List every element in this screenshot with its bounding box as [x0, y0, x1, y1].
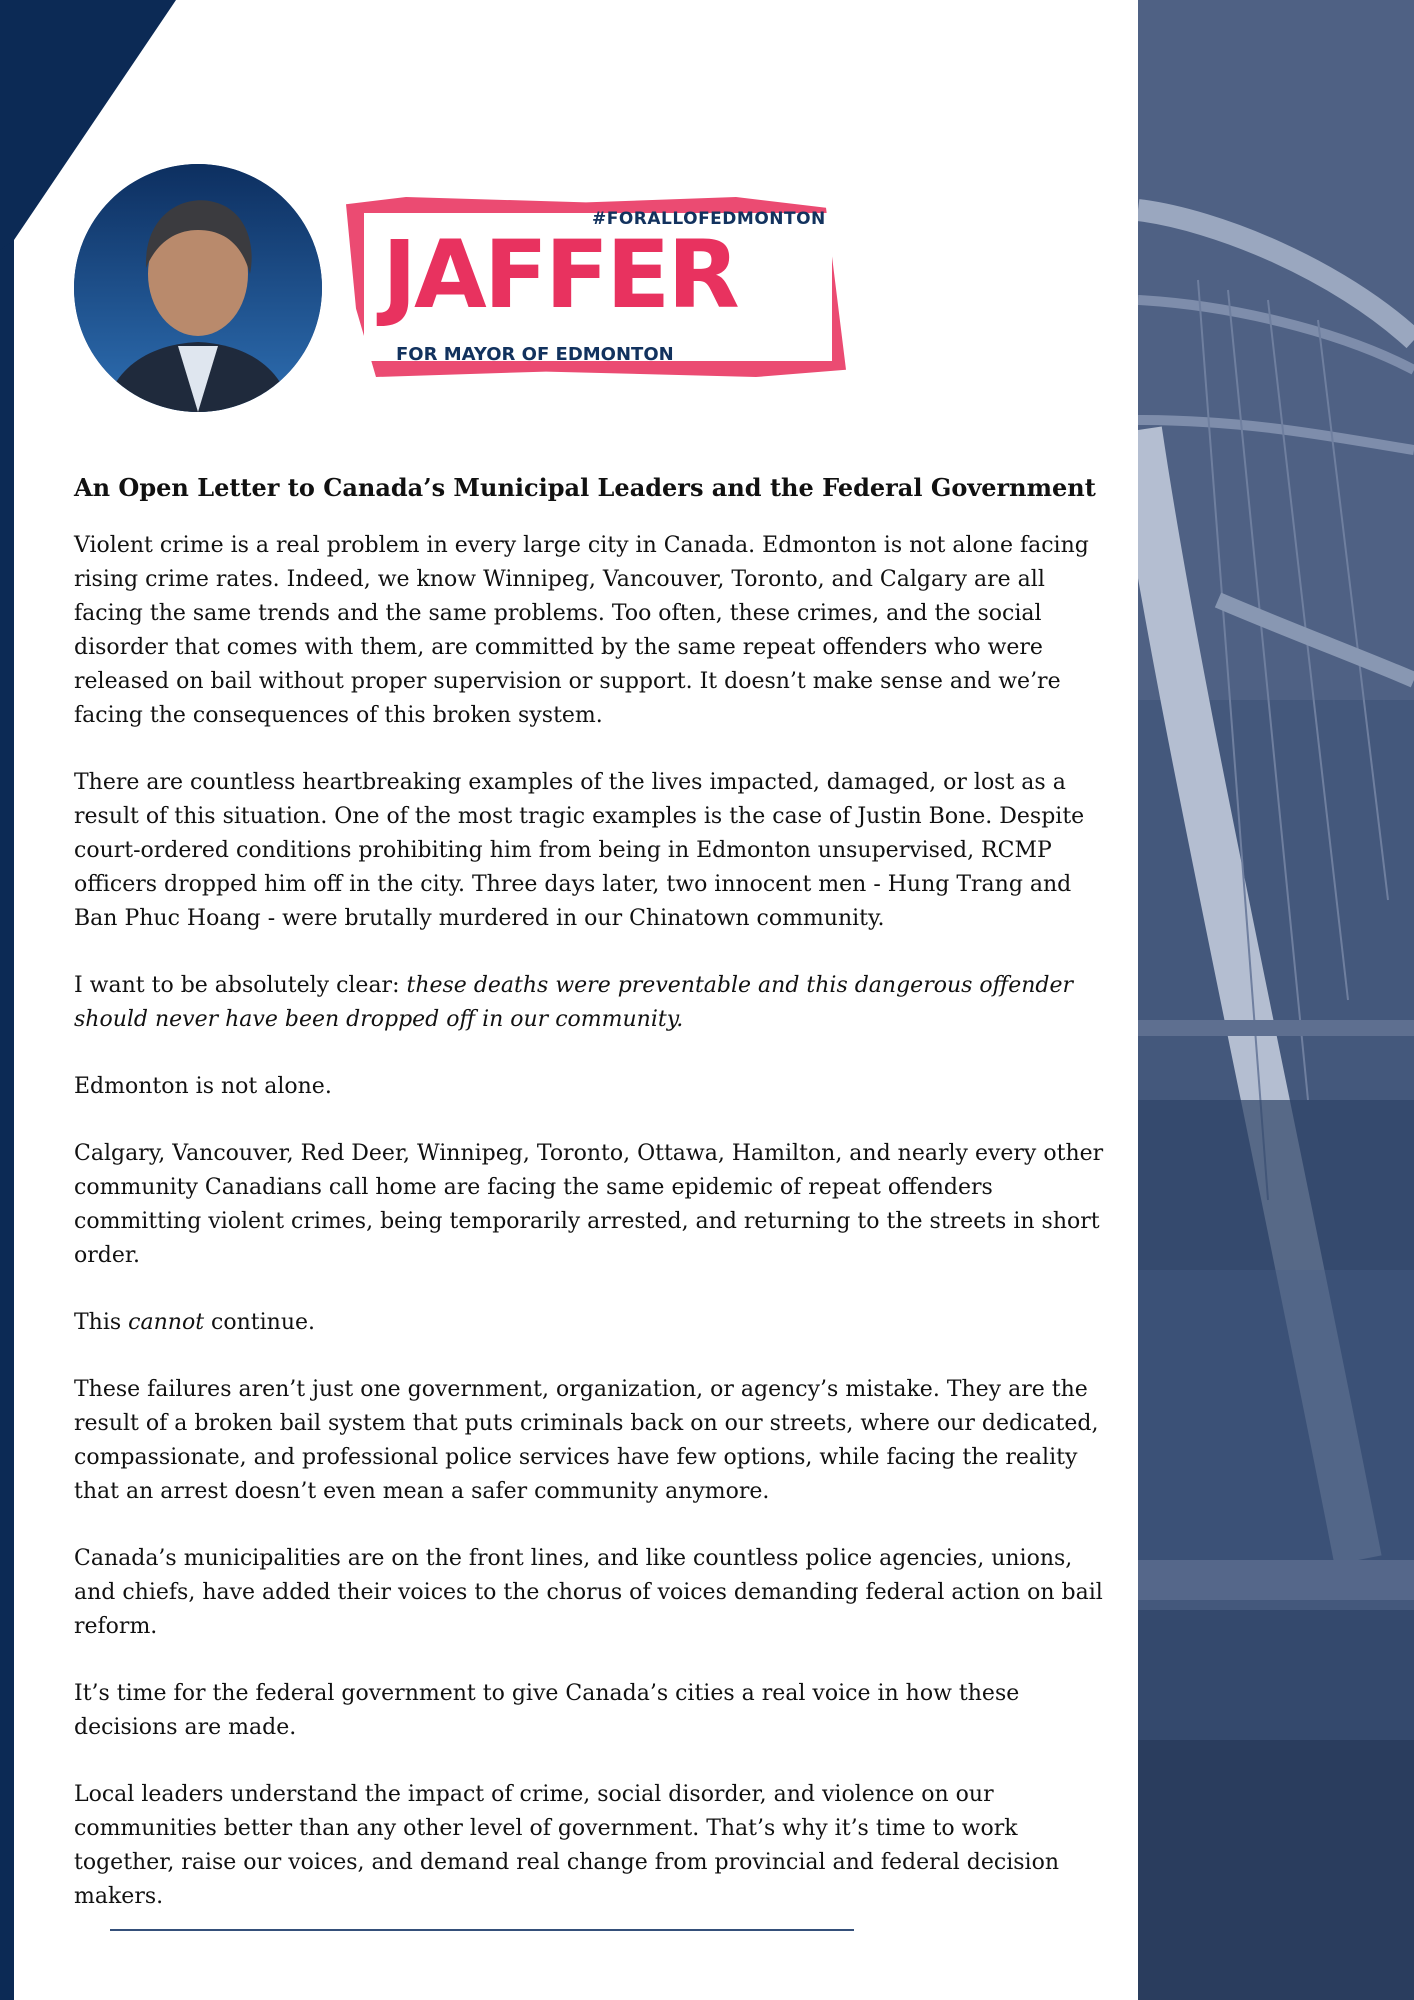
- candidate-portrait: [74, 164, 322, 412]
- bridge-photo-panel: [1138, 0, 1414, 2000]
- paragraph-failures: These failures aren’t just one government, organization, or agency’s mistake. They are the result of a broken bail system that puts criminals back on our streets, where our dedicated, compassionate, and professional police services have few options, while facing the reality that an arrest doesn’t even mean a safer community anymore.: [74, 1377, 1099, 1505]
- logo-tagline: FOR MAYOR OF EDMONTON: [396, 344, 674, 365]
- cannot-emphasis-text: cannot: [128, 1310, 205, 1336]
- signature-line: [110, 1929, 854, 1931]
- paragraph-cannot-continue: [74, 1306, 1114, 1340]
- paragraph-local-leaders: Local leaders understand the impact of crime, social disorder, and violence on our communities better than any other level of government. That’s why it’s time to work together, raise our voices, and demand real change from provincial and federal decision makers.: [74, 1782, 1059, 1910]
- paragraph-violent-crime: Violent crime is a real problem in every large city in Canada. Edmonton is not alone facing rising crime rates. Indeed, we know Winnipeg, Vancouver, Toronto, and Calgary are all facing the same trends and the same problems. Too often, these crimes, and the social disorder that comes with them, are committed by the same repeat offenders who were released on bail without proper supervision or support. It doesn’t make sense and we’re facing the consequences of this broken system.: [74, 533, 1089, 729]
- clear-lead-text: I want to be absolutely clear:: [74, 973, 407, 999]
- left-accent-bar: [0, 0, 14, 2000]
- clear-emphasis-text: these deaths were preventable and this dangerous offender should never have been dropped off in our community.: [74, 973, 1074, 1033]
- logo-candidate-name: JAFFER: [382, 221, 737, 330]
- cannot-tail-text: continue.: [204, 1310, 316, 1336]
- paragraph-front-lines: Canada’s municipalities are on the front lines, and like countless police agencies, unions, and chiefs, have added their voices to the chorus of voices demanding federal action on bail reform.: [74, 1546, 1103, 1640]
- open-letter: [74, 472, 1114, 1947]
- paragraph-examples: There are countless heartbreaking examples of the lives impacted, damaged, or lost as a result of this situation. One of the most tragic examples is the case of Justin Bone. Despite court-ordered conditions prohibiting him from being in Edmonton unsupervised, RCMP officers dropped him off in the city. Three days later, two innocent men - Hung Trang and Ban Phuc Hoang - were brutally murdered in our Chinatown community.: [74, 770, 1085, 932]
- paragraph-cities: Calgary, Vancouver, Red Deer, Winnipeg, Toronto, Ottawa, Hamilton, and nearly every other community Canadians call home are facing the same epidemic of repeat offenders committing violent crimes, being temporarily arrested, and returning to the streets in short order.: [74, 1141, 1104, 1269]
- logo-hashtag: #FORALLOFEDMONTON: [592, 209, 826, 229]
- paragraph-time-for: It’s time for the federal government to give Canada’s cities a real voice in how these decisions are made.: [74, 1681, 1020, 1741]
- paragraph-absolutely-clear: [74, 969, 1114, 1037]
- campaign-logo: [342, 185, 862, 385]
- letter-title: An Open Letter to Canada’s Municipal Leaders and the Federal Government: [74, 473, 1096, 502]
- cannot-lead-text: This: [74, 1310, 129, 1336]
- paragraph-not-alone: Edmonton is not alone.: [74, 1074, 332, 1100]
